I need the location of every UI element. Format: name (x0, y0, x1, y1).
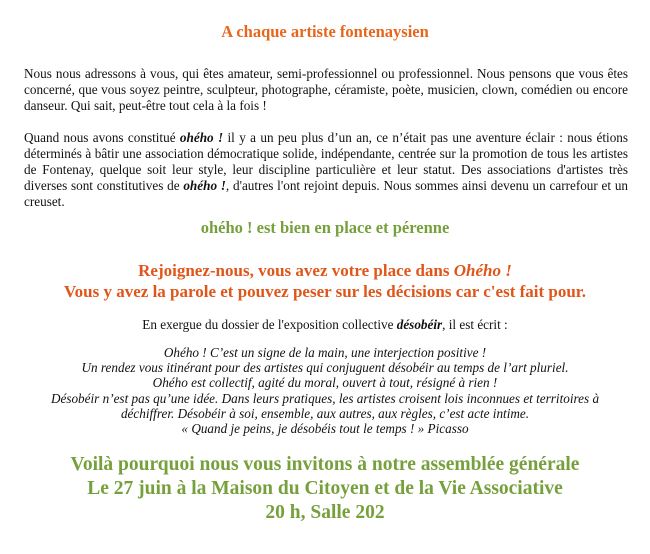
exergue-suffix: , il est écrit : (442, 317, 508, 332)
invitation-line-1: Voilà pourquoi nous vous invitons à notre assemblée générale (70, 454, 580, 475)
join-line-1-prefix: Rejoignez-nous, vous avez votre place dans (138, 261, 454, 280)
join-line-2: Vous y avez la parole et pouvez peser sur les décisions car c'est fait pour. (63, 282, 587, 301)
history-paragraph (24, 130, 628, 210)
quote-line: « Quand je peins, je désobéis tout le temps ! » Picasso (181, 421, 469, 437)
history-text-1: Quand nous avons constitué (24, 130, 180, 145)
history-text-3: , d'autres l'ont rejoint depuis. Nous sommes ainsi devenu un carrefour et un creuset. (24, 178, 629, 209)
invitation-line-3: 20 h, Salle 202 (265, 502, 385, 523)
history-text-2: il y a un peu plus d’un an, ce n’était pas une aventure éclair : nous étions déterminés à bâtir une association démocratique solide, indépendante, centrée sur la promotion de tous les artistes de Fontenay, quelque soit leur style, leur discipline particulière et leur statut. Des associations d'artistes très diverses sont constitutives de (24, 130, 629, 193)
join-line-1 (0, 260, 650, 281)
exergue-prefix: En exergue du dossier de l'exposition collective (142, 317, 397, 332)
quote-block (0, 345, 650, 436)
quote-line: Désobéir n’est pas qu’une idée. Dans leurs pratiques, les artistes croisent lois inconnues et territoires à (50, 390, 600, 406)
page-title: A chaque artiste fontenaysien (221, 22, 429, 41)
exergue-exhibition-name: désobéir (396, 317, 443, 332)
history-brand-2: ohého ! (183, 178, 226, 193)
quote-line: déchiffrer. Désobéir à soi, ensemble, aux autres, aux règles, c’est acte intime. (120, 405, 530, 421)
quote-line: Ohého est collectif, agité du moral, ouvert à tout, résigné à rien ! (152, 375, 498, 391)
invitation-block (0, 453, 650, 525)
intro-paragraph: Nous nous adressons à vous, qui êtes amateur, semi-professionnel ou professionnel. Nous pensons que vous êtes concerné, que vous soyez peintre, sculpteur, photographe, céramiste, poète, musicien, clown, comédien ou encore danseur. Qui sait, peut-être tout cela à la fois ! (24, 66, 628, 113)
quote-line: Un rendez vous itinérant pour des artistes qui conjuguent désobéir au temps de l’art pluriel. (81, 360, 569, 376)
exergue-line (0, 317, 650, 333)
history-brand-1: ohého ! (179, 130, 224, 145)
subtitle: ohého ! est bien en place et pérenne (200, 218, 450, 237)
quote-line: Ohého ! C’est un signe de la main, une interjection positive ! (163, 345, 487, 360)
invitation-line-2: Le 27 juin à la Maison du Citoyen et de la Vie Associative (87, 478, 563, 499)
join-line-1-brand: Ohého ! (453, 261, 512, 280)
join-callout (0, 260, 650, 302)
